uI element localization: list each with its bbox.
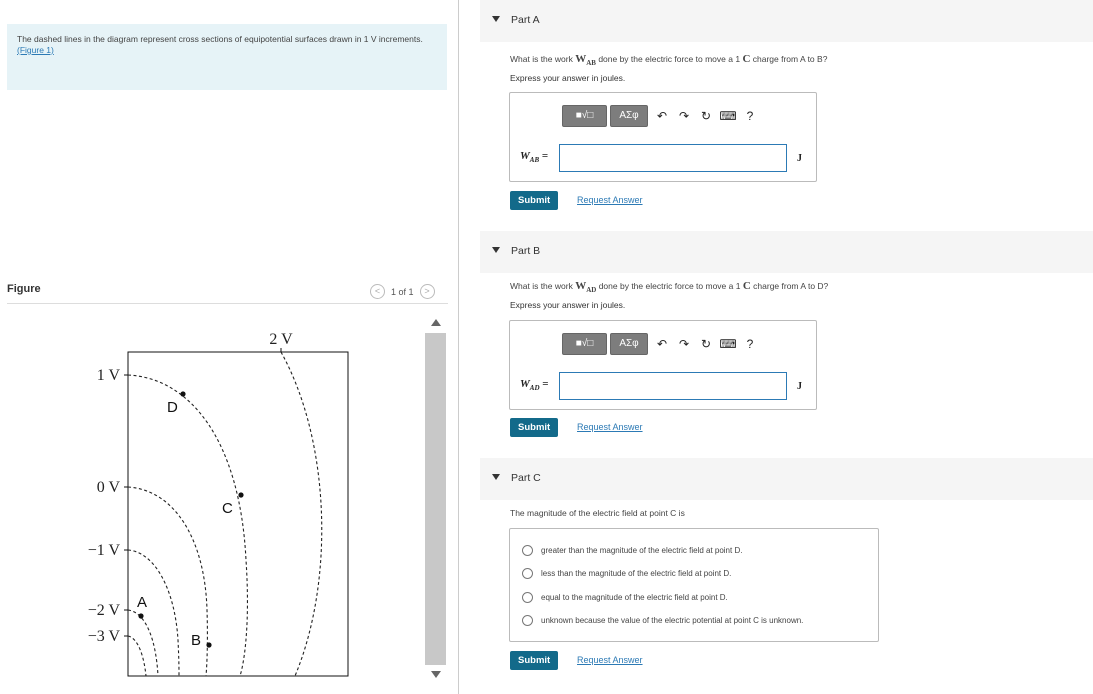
right-panel [480, 0, 1093, 694]
point-c [238, 492, 243, 497]
work-symbol-sub: AD [586, 286, 597, 295]
next-figure-icon[interactable]: > [420, 284, 435, 299]
panel-divider [458, 0, 459, 694]
undo-icon[interactable]: ↶ [656, 108, 668, 123]
work-symbol [575, 280, 597, 295]
figure-link[interactable]: (Figure 1) [17, 45, 54, 55]
label-b: B [191, 632, 202, 649]
part-b-title: Part B [511, 245, 541, 257]
question-text: What is the work [510, 281, 573, 291]
label-neg1v: −1 V [87, 542, 120, 559]
collapse-caret-icon[interactable] [492, 474, 500, 480]
work-symbol [575, 53, 596, 68]
question-text: done by the electric force to move a 1 [598, 281, 741, 291]
part-b-header[interactable] [480, 231, 1093, 273]
var-sub: AD [529, 384, 540, 393]
part-c-question: The magnitude of the electric field at point C is [510, 508, 685, 518]
templates-button[interactable]: ■√□ [562, 105, 607, 127]
scroll-up-icon[interactable] [431, 319, 441, 326]
label-c: C [222, 500, 233, 517]
templates-button[interactable]: ■√□ [562, 333, 607, 355]
part-a-title: Part A [511, 14, 540, 26]
coulomb-unit: C [742, 53, 751, 65]
keyboard-icon[interactable]: ⌨ [719, 108, 737, 123]
equals-sign: = [541, 150, 549, 162]
scroll-thumb[interactable] [425, 333, 446, 665]
option-label: less than the magnitude of the electric field at point D. [541, 569, 732, 578]
redo-icon[interactable]: ↷ [678, 336, 690, 351]
option-greater[interactable] [522, 545, 742, 556]
option-equal[interactable] [522, 592, 728, 603]
part-b-question [510, 280, 828, 294]
part-a-request-answer-link[interactable]: Request Answer [577, 195, 643, 205]
figure-title: Figure [7, 283, 41, 295]
var-letter: W [520, 378, 530, 390]
left-ticks [124, 348, 281, 636]
point-a [138, 613, 143, 618]
answer-variable-label [520, 378, 549, 392]
part-a-submit-button[interactable]: Submit [510, 191, 558, 210]
figure-scrollbar[interactable] [425, 313, 446, 688]
label-neg2v: −2 V [87, 602, 120, 619]
greek-symbols-button[interactable]: AΣφ [610, 105, 648, 127]
label-d: D [167, 399, 178, 416]
help-icon[interactable]: ? [746, 336, 754, 351]
label-a: A [137, 594, 148, 611]
left-panel [0, 0, 458, 694]
redo-icon[interactable]: ↷ [678, 108, 690, 123]
figure-pager [370, 284, 435, 299]
unit-label: J [797, 153, 802, 164]
curve-2v [281, 352, 322, 676]
prev-figure-icon[interactable]: < [370, 284, 385, 299]
label-2v: 2 V [269, 331, 293, 348]
var-sub: AB [529, 156, 540, 165]
part-a-answer-input[interactable] [559, 144, 787, 172]
curve-neg2v [128, 610, 158, 676]
label-neg3v: −3 V [87, 628, 120, 645]
question-text: done by the electric force to move a 1 [598, 54, 741, 64]
intro-statement: The dashed lines in the diagram represent cross sections of equipotential surfaces drawn in 1 V increments. [17, 34, 423, 44]
diagram-frame [128, 352, 348, 676]
part-a-answer-box [509, 92, 817, 182]
equipotential-diagram [80, 320, 380, 680]
math-toolbar [562, 331, 761, 356]
curve-1v [128, 375, 247, 676]
reset-icon[interactable]: ↻ [700, 108, 712, 123]
part-a-header[interactable] [480, 0, 1093, 42]
part-a-question [510, 53, 827, 67]
radio-button[interactable] [522, 545, 533, 556]
label-1v: 1 V [96, 367, 120, 384]
work-symbol-sub: AB [586, 59, 596, 68]
intro-text [17, 34, 437, 56]
option-unknown[interactable] [522, 615, 803, 626]
work-symbol-letter: W [575, 53, 587, 65]
point-b [206, 642, 211, 647]
collapse-caret-icon[interactable] [492, 247, 500, 253]
keyboard-icon[interactable]: ⌨ [719, 336, 737, 351]
reset-icon[interactable]: ↻ [700, 336, 712, 351]
question-text: What is the work [510, 54, 573, 64]
part-b-answer-box [509, 320, 817, 410]
label-0v: 0 V [96, 479, 120, 496]
collapse-caret-icon[interactable] [492, 16, 500, 22]
work-symbol-letter: W [575, 280, 587, 292]
part-a-instruction: Express your answer in joules. [510, 73, 626, 83]
question-text: charge from A to B? [752, 54, 828, 64]
part-c-submit-button[interactable]: Submit [510, 651, 558, 670]
pager-text: 1 of 1 [391, 286, 414, 297]
part-b-answer-input[interactable] [559, 372, 787, 400]
coulomb-unit: C [742, 280, 751, 292]
point-d [180, 391, 185, 396]
radio-button[interactable] [522, 568, 533, 579]
part-c-options [509, 528, 879, 642]
curve-neg3v [128, 636, 146, 676]
greek-symbols-button[interactable]: AΣφ [610, 333, 648, 355]
help-icon[interactable]: ? [746, 108, 754, 123]
part-c-request-answer-link[interactable]: Request Answer [577, 655, 643, 665]
answer-variable-label [520, 150, 548, 164]
option-label: equal to the magnitude of the electric field at point D. [541, 593, 728, 602]
var-letter: W [520, 150, 530, 162]
equals-sign: = [542, 378, 549, 390]
part-b-instruction: Express your answer in joules. [510, 300, 626, 310]
undo-icon[interactable]: ↶ [656, 336, 668, 351]
scroll-down-icon[interactable] [431, 671, 441, 678]
radio-button[interactable] [522, 592, 533, 603]
option-label: greater than the magnitude of the electric field at point D. [541, 546, 743, 555]
part-c-title: Part C [511, 472, 541, 484]
unit-label: J [797, 381, 802, 392]
question-text: charge from A to D? [753, 281, 829, 291]
math-toolbar [562, 103, 761, 128]
figure-divider [7, 303, 448, 304]
part-b-submit-button[interactable]: Submit [510, 418, 558, 437]
option-less[interactable] [522, 568, 731, 579]
option-label: unknown because the value of the electric potential at point C is unknown. [541, 616, 804, 625]
radio-button[interactable] [522, 615, 533, 626]
part-c-header[interactable] [480, 458, 1093, 500]
intro-box [7, 24, 447, 90]
part-b-request-answer-link[interactable]: Request Answer [577, 422, 643, 432]
